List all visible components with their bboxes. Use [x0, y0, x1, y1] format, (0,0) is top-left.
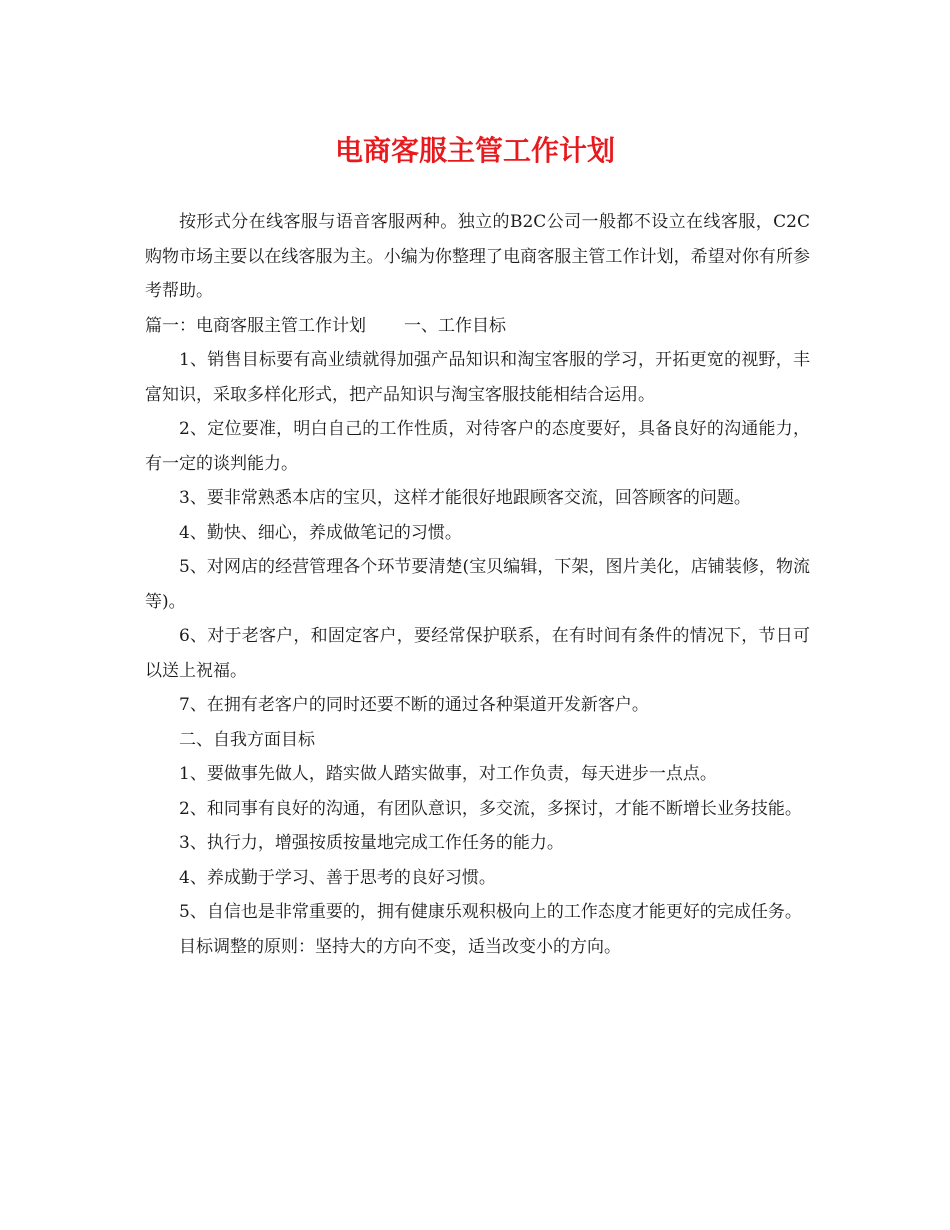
section-heading — [145, 309, 810, 344]
section-heading-right: 一、工作目标 — [404, 315, 506, 336]
self-goal-item-2: 2、和同事有良好的沟通，有团队意识，多交流，多探讨，才能不断增长业务技能。 — [179, 798, 802, 819]
work-goal-item-6: 6、对于老客户，和固定客户，要经常保护联系，在有时间有条件的情况下，节日可以送上祝福。 — [145, 626, 810, 681]
work-goal-item-4: 4、勤快、细心，养成做笔记的习惯。 — [179, 522, 462, 543]
self-goal-item-3: 3、执行力，增强按质按量地完成工作任务的能力。 — [179, 833, 564, 853]
intro-paragraph: 按形式分在线客服与语音客服两种。独立的B2C公司一般都不设立在线客服，C2C购物市场主要以在线客服为主。小编为你整理了电商客服主管工作计划，希望对你有所参考帮助。 — [145, 212, 810, 301]
work-goal-item-1: 1、销售目标要有高业绩就得加强产品知识和淘宝客服的学习，开拓更宽的视野，丰富知识，采取多样化形式，把产品知识与淘宝客服技能相结合运用。 — [145, 350, 810, 405]
adjustment-principle: 目标调整的原则：坚持大的方向不变，适当改变小的方向。 — [179, 936, 621, 957]
self-goal-item-4: 4、养成勤于学习、善于思考的良好习惯。 — [179, 867, 496, 888]
self-goal-heading: 二、自我方面目标 — [179, 729, 315, 750]
work-goal-item-3: 3、要非常熟悉本店的宝贝，这样才能很好地跟顾客交流，回答顾客的问题。 — [179, 488, 751, 508]
section-heading-left: 篇一：电商客服主管工作计划 — [145, 315, 366, 336]
work-goal-item-5: 5、对网店的经营管理各个环节要清楚(宝贝编辑，下架，图片美化，店铺装修，物流等)。 — [145, 557, 810, 612]
self-goal-item-1: 1、要做事先做人，踏实做人踏实做事，对工作负责，每天进步一点点。 — [179, 764, 717, 784]
self-goal-item-5: 5、自信也是非常重要的，拥有健康乐观积极向上的工作态度才能更好的完成任务。 — [179, 902, 802, 922]
work-goal-item-7: 7、在拥有老客户的同时还要不断的通过各种渠道开发新客户。 — [179, 695, 649, 715]
work-goal-item-2: 2、定位要准，明白自己的工作性质，对待客户的态度要好，具备良好的沟通能力，有一定的谈判能力。 — [145, 419, 810, 474]
document-title: 电商客服主管工作计划 — [334, 134, 615, 167]
document-body — [145, 205, 810, 964]
